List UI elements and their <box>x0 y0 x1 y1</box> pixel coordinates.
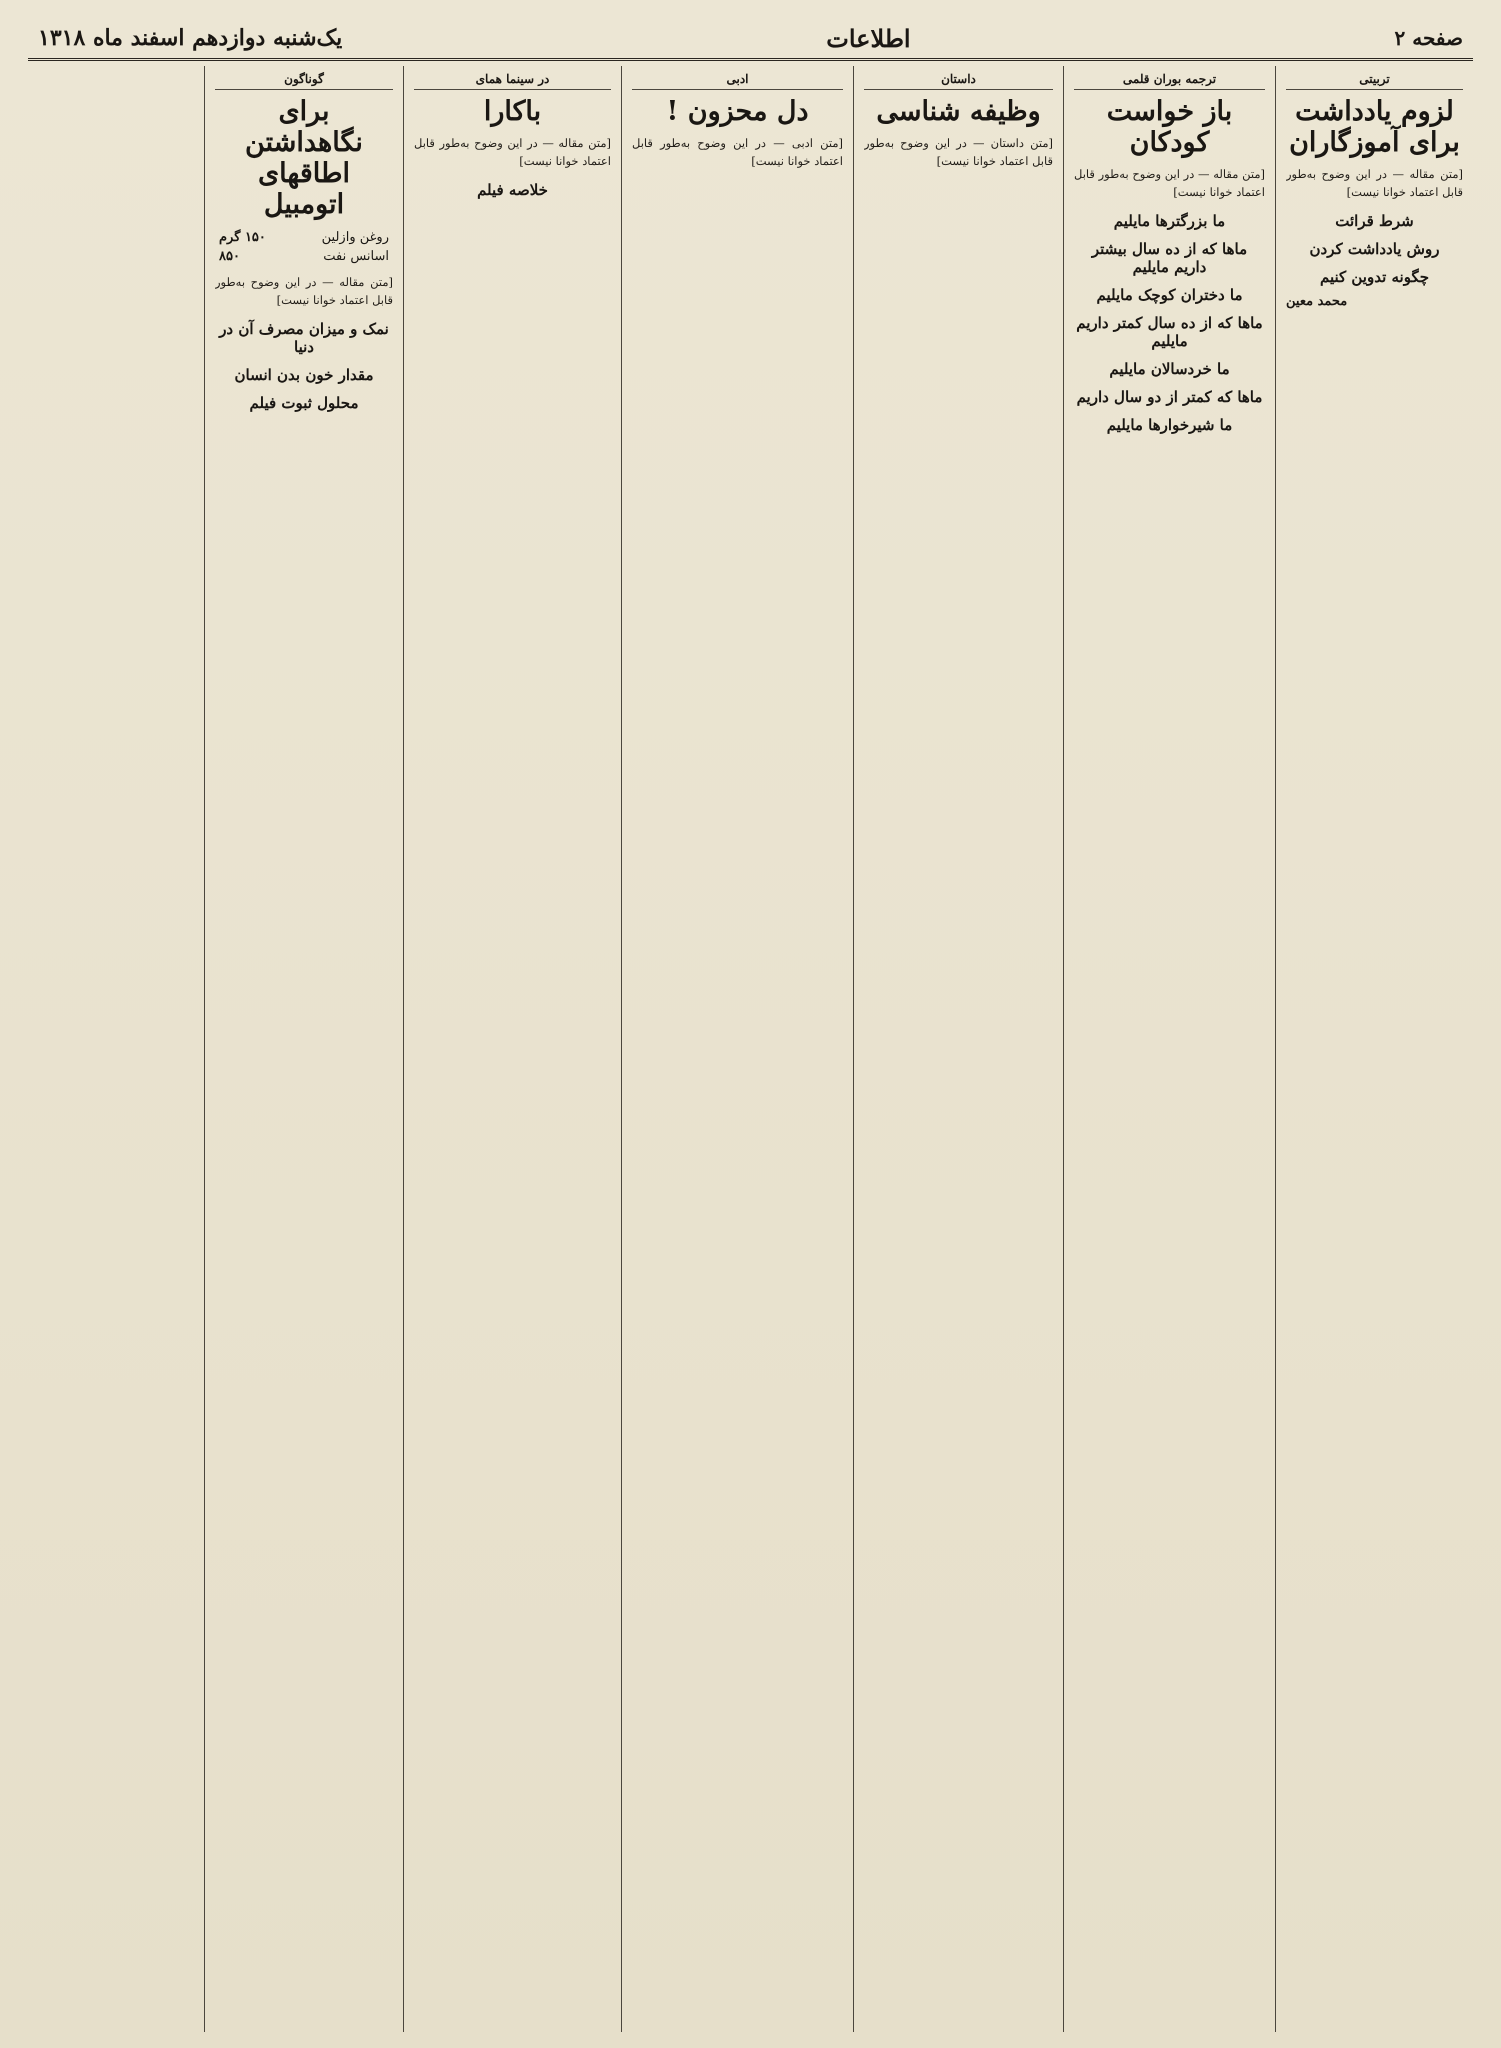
masthead <box>28 18 1473 61</box>
article-body: [متن داستان — در این وضوح به‌طور قابل اعتماد خوانا نیست] <box>864 136 1053 168</box>
ingredient-label: روغن وازلین <box>321 230 389 246</box>
column-cinema <box>403 66 621 2032</box>
column-headline: باکارا <box>483 96 542 127</box>
column-headline: باز خواست کودکان <box>1106 96 1233 159</box>
column-miscellaneous <box>204 66 403 2032</box>
column-kicker: ادبی <box>632 72 843 90</box>
ingredient-value: ۱۵۰ گرم <box>219 230 266 246</box>
article-subhead: ماها که کمتر از دو سال داریم <box>1076 387 1263 406</box>
paper-name: اطلاعات <box>826 23 911 53</box>
columns <box>28 66 1473 2032</box>
article-subhead: ما خردسالان مایلیم <box>1109 359 1230 378</box>
column-kicker: داستان <box>864 72 1053 90</box>
column-kicker: گوناگون <box>215 72 393 90</box>
article-body: [متن ادبی — در این وضوح به‌طور قابل اعتماد خوانا نیست] <box>632 136 843 168</box>
ingredient-value: ۸۵۰ <box>219 249 240 265</box>
column-kicker: در سینما همای <box>414 72 611 90</box>
page-number: صفحه ۲ <box>1394 26 1463 50</box>
ingredient-label: اسانس نفت <box>323 249 389 265</box>
author-signature: محمد معین <box>1286 293 1348 309</box>
article-subhead: مقدار خون بدن انسان <box>234 365 374 384</box>
table-row <box>215 228 393 247</box>
article-subhead: ما بزرگترها مایلیم <box>1113 211 1226 230</box>
column-headline: دل محزون ! <box>666 96 809 127</box>
article-subhead: نمک و میزان مصرف آن در دنیا <box>219 319 389 356</box>
column-filler <box>28 66 204 2032</box>
article-subhead: ما دختران کوچک مایلیم <box>1096 285 1243 304</box>
article-subhead: چگونه تدوین کنیم <box>1319 267 1430 286</box>
issue-date: یک‌شنبه دوازدهم اسفند ماه ۱۳۱۸ <box>38 25 343 51</box>
article-subhead: محلول ثبوت فیلم <box>249 393 359 412</box>
article-body: [متن مقاله — در این وضوح به‌طور قابل اعتماد خوانا نیست] <box>215 275 393 307</box>
article-body: [متن مقاله — در این وضوح به‌طور قابل اعتماد خوانا نیست] <box>414 136 611 168</box>
article-subhead: شرط قرائت <box>1335 211 1414 230</box>
column-education <box>1275 66 1473 2032</box>
column-headline: لزوم یادداشت برای آموزگاران <box>1289 96 1460 159</box>
article-subhead: ما شیرخوارها مایلیم <box>1106 415 1233 434</box>
article-subhead: ماها که از ده سال بیشتر داریم مایلیم <box>1091 239 1248 276</box>
column-children <box>1063 66 1275 2032</box>
article-subhead: ماها که از ده سال کمتر داریم مایلیم <box>1076 313 1263 350</box>
column-kicker: تربیتی <box>1286 72 1463 90</box>
column-story <box>853 66 1063 2032</box>
ingredients-table <box>215 228 393 266</box>
article-subhead: خلاصه فیلم <box>477 180 548 199</box>
column-kicker: ترجمه بوران قلمی <box>1074 72 1265 90</box>
table-row <box>215 247 393 266</box>
article-subhead: روش یادداشت کردن <box>1309 239 1440 258</box>
column-headline: وظیفه شناسی <box>876 96 1041 127</box>
article-body: [متن مقاله — در این وضوح به‌طور قابل اعتماد خوانا نیست] <box>1286 167 1463 199</box>
article-body: [متن مقاله — در این وضوح به‌طور قابل اعتماد خوانا نیست] <box>1074 167 1265 199</box>
column-headline: برای نگاهداشتن اطاقهای اتومبیل <box>245 96 363 221</box>
column-literary <box>621 66 853 2032</box>
